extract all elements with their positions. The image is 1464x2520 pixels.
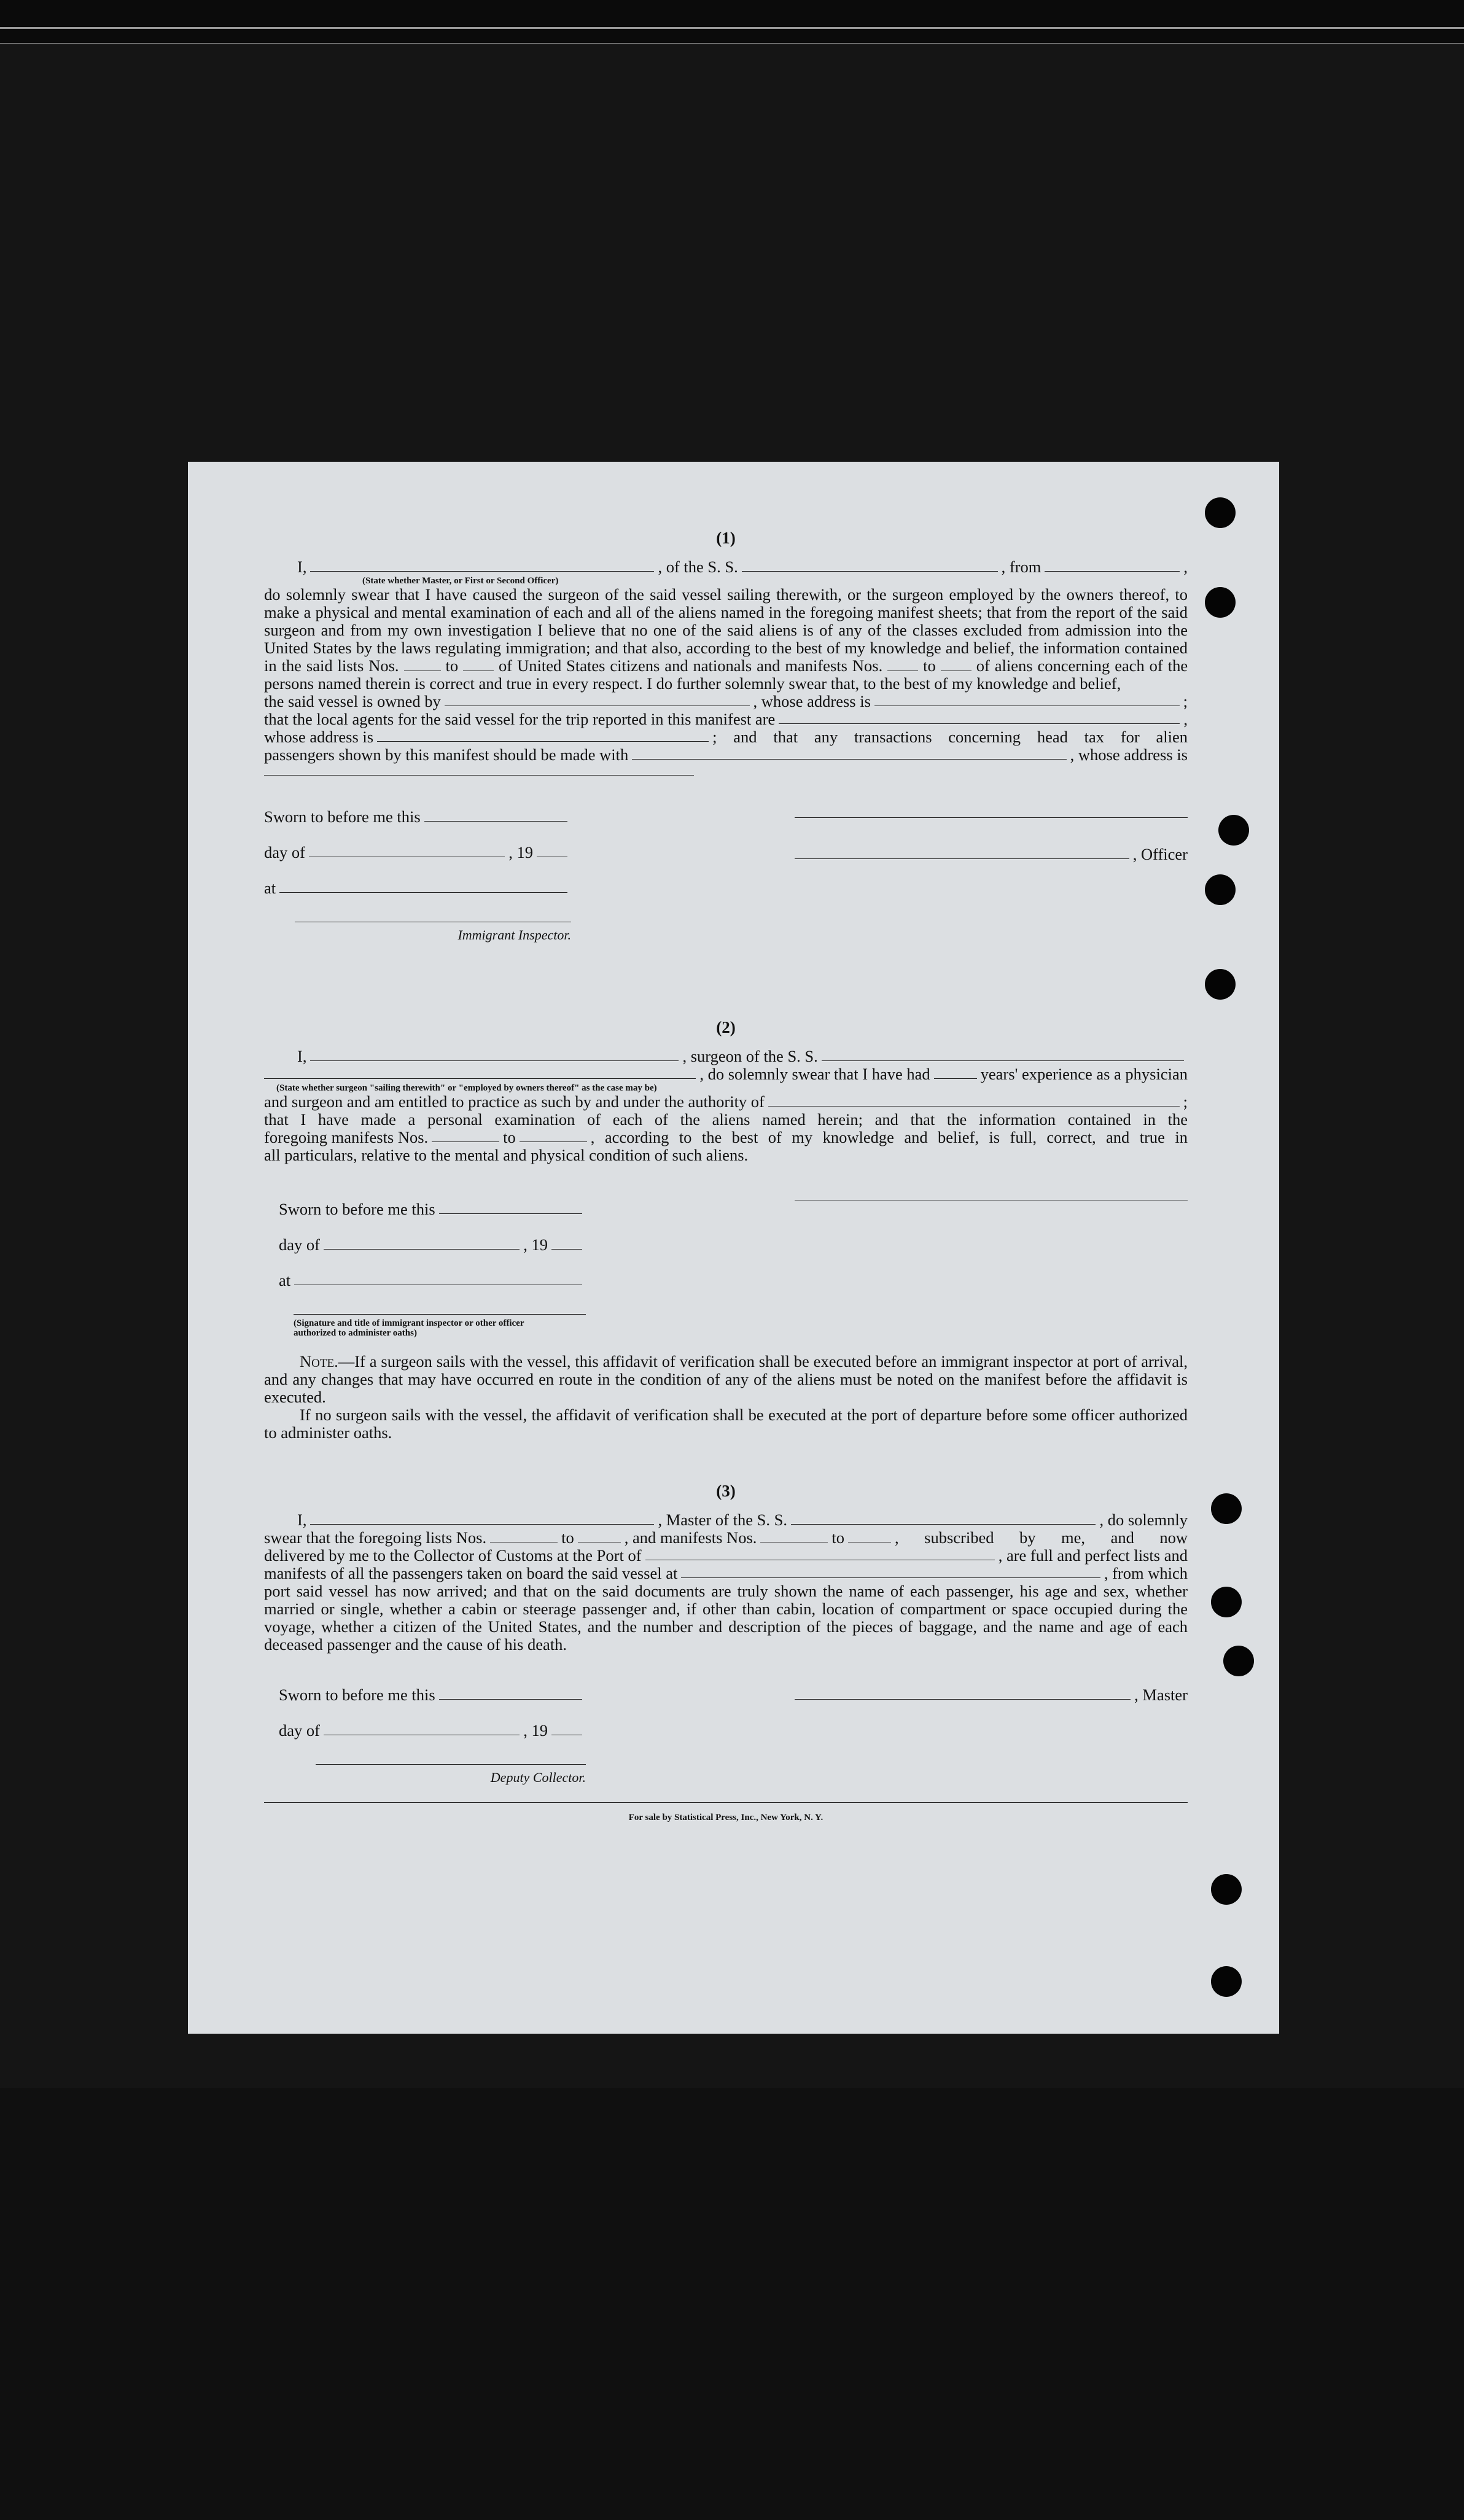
master-ship-blank[interactable]: [791, 1524, 1096, 1525]
text: and surgeon and am entitled to practice as such by and under the authority of: [264, 1092, 765, 1111]
rank-blank[interactable]: [310, 571, 654, 572]
section-1-number: (1): [716, 529, 736, 547]
section-2-number: (2): [716, 1018, 736, 1036]
text: , and manifests Nos.: [624, 1528, 757, 1547]
sec3-sworn-left: [264, 1668, 586, 1786]
sec1-sworn-right: [795, 790, 1188, 944]
surgeon-ship-blank[interactable]: [822, 1060, 1184, 1061]
text: day of: [264, 843, 305, 861]
text: , from: [1001, 558, 1042, 576]
day-row: [279, 1218, 586, 1254]
text: , subscribed by me, and now: [895, 1528, 1188, 1547]
punch-hole: [1205, 587, 1236, 618]
rank-note: (State whether Master, or First or Second Officer): [362, 576, 559, 586]
text: , surgeon of the S. S.: [682, 1047, 818, 1065]
sec1-sworn-left: [264, 790, 571, 944]
day-row: [264, 826, 571, 861]
year-blank[interactable]: [551, 1249, 582, 1250]
sec2-sworn-left: [264, 1183, 586, 1338]
text: day of: [279, 1721, 320, 1740]
sec3-sworn-block: [264, 1668, 1188, 1786]
sec3-body: port said vessel has now arrived; and that on the said documents are truly shown the name of each passenger, his age and sex, whether married or single, whether a cabin or steerage passenger and, if other than cabin, location of compartment or space occupied during the voyage, whether a citizen of the United States, and the number and description of the pieces of baggage, and the name and age of each deceased passenger and the cause of his death.: [264, 1582, 1188, 1654]
master-signature-blank[interactable]: [795, 1699, 1131, 1700]
sec1-whose-line: [264, 728, 1188, 746]
sworn-row: [279, 1183, 586, 1218]
punch-hole: [1218, 815, 1249, 846]
surgeon-note: (State whether surgeon "sailing therewith" or "employed by owners thereof" as the case may be): [276, 1083, 657, 1093]
sec2-line-1: [264, 1048, 1188, 1065]
text: at: [264, 879, 276, 897]
scanner-edge-line: [0, 27, 1464, 29]
sec3-sworn-right: [795, 1668, 1188, 1786]
note-label: Note.: [300, 1352, 338, 1371]
sec3-line-1: [264, 1511, 1188, 1529]
text: that the local agents for the said vessel for the trip reported in this manifest are: [264, 710, 776, 728]
sec1-passengers-line: [264, 746, 1188, 764]
officer-signature-blank[interactable]: [795, 858, 1129, 859]
foregoing-to-blank[interactable]: [520, 1141, 587, 1142]
officer-name-line[interactable]: [795, 790, 1188, 818]
sec2-body-3: all particulars, relative to the mental and physical condition of such aliens.: [264, 1146, 749, 1164]
sworn-day-blank[interactable]: [439, 1699, 582, 1700]
footer-rule: [264, 1802, 1188, 1803]
place-blank[interactable]: [279, 892, 567, 893]
sec2-authority-line: [264, 1093, 1188, 1111]
text: , do solemnly: [1099, 1511, 1188, 1529]
text: , according to the best of my knowledge and belief, is full, correct, and true in: [590, 1128, 1188, 1146]
collector-signature-line[interactable]: [316, 1740, 586, 1765]
text: to: [561, 1528, 574, 1547]
text: Sworn to before me this: [279, 1686, 435, 1704]
text: whose address is: [264, 728, 374, 746]
surgeon-signature-line[interactable]: [795, 1183, 1188, 1200]
text: swear that the foregoing lists Nos.: [264, 1528, 487, 1547]
form-content: [264, 529, 1188, 1827]
text: at: [279, 1271, 291, 1289]
text: , whose address is: [753, 692, 871, 710]
years-blank[interactable]: [934, 1078, 977, 1079]
text: do solemnly swear that I have caused the surgeon of the said vessel sailing therewith, or the surgeon employed by the owners thereof, to make a physical and mental examination of each and all of the aliens named in the foregoing manifest sheets; that from the report of the said surgeon and from my own investigation I believe that no one of the said aliens is of any of the classes excluded from admission into the United States by the laws regulating immigration; and that also, according to the best of my knowledge and belief, the information contained in the said lists Nos.: [264, 585, 1188, 675]
sec1-body: [264, 586, 1188, 693]
text: , 19: [508, 843, 533, 861]
text: , of the S. S.: [658, 558, 738, 576]
master-name-blank[interactable]: [310, 1524, 654, 1525]
punch-hole: [1205, 497, 1236, 528]
text: ,: [1183, 558, 1188, 576]
inspector-caption: Immigrant Inspector.: [457, 927, 571, 943]
text: , Officer: [1132, 845, 1188, 863]
sec2-sworn-right: [795, 1183, 1188, 1338]
sworn-day-blank[interactable]: [439, 1213, 582, 1214]
sec2-body-1: that I have made a personal examination of each of the aliens named herein; and that the information contained in the: [264, 1110, 1188, 1129]
text: , are full and perfect lists and: [998, 1546, 1188, 1565]
agents-blank[interactable]: [779, 723, 1180, 724]
officer-row: [795, 818, 1188, 863]
sec3-line-4: [264, 1565, 1188, 1582]
punch-hole: [1211, 1966, 1242, 1997]
text: , from which: [1104, 1564, 1188, 1582]
collector-caption: Deputy Collector.: [490, 1770, 586, 1785]
text: delivered by me to the Collector of Customs at the Port of: [264, 1546, 642, 1565]
text: to: [445, 656, 459, 675]
sec2-sworn-block: [264, 1183, 1188, 1338]
ship-name-blank[interactable]: [742, 571, 998, 572]
surgeon-name-blank[interactable]: [310, 1060, 679, 1061]
text: to: [831, 1528, 845, 1547]
text: to: [503, 1128, 516, 1146]
text: passengers shown by this manifest should be made with: [264, 745, 629, 764]
note-paragraph-2: If no surgeon sails with the vessel, the affidavit of verification shall be executed at the port of departure before some officer authorized to administer oaths.: [264, 1406, 1188, 1442]
text: Sworn to before me this: [264, 807, 421, 826]
text: foregoing manifests Nos.: [264, 1128, 429, 1146]
sec1-sworn-block: [264, 790, 1188, 944]
text: , Master: [1134, 1686, 1188, 1704]
sec3-line-3: [264, 1547, 1188, 1565]
inspector-signature-line[interactable]: [295, 897, 571, 922]
foregoing-no-blank[interactable]: [432, 1141, 499, 1142]
sworn-row: [264, 790, 571, 826]
head-tax-address-blank[interactable]: [264, 764, 694, 776]
day-row: [279, 1704, 586, 1740]
punch-hole: [1211, 1587, 1242, 1617]
punch-hole: [1223, 1646, 1254, 1676]
text: I,: [297, 1047, 307, 1065]
master-row: [795, 1668, 1188, 1704]
scanner-background: [0, 2088, 1464, 2520]
surgeon-status-blank[interactable]: [264, 1078, 696, 1079]
text: to: [923, 656, 936, 675]
text: ; and that any transactions concerning head tax for alien: [712, 728, 1188, 746]
at-row: [279, 1254, 586, 1289]
sec2-foregoing-line: [264, 1129, 1188, 1146]
text: , whose address is: [1070, 745, 1188, 764]
text: manifests of all the passengers taken on board the said vessel at: [264, 1564, 678, 1582]
text: , 19: [523, 1721, 548, 1740]
punch-hole: [1205, 969, 1236, 1000]
signature-note: (Signature and title of immigrant inspector or other officer authorized to administer oaths): [294, 1318, 524, 1338]
manifest-affidavit-page: [188, 462, 1279, 2034]
text: , do solemnly swear that I have had: [699, 1065, 930, 1083]
sec2-line-2: [264, 1065, 1188, 1083]
text: Sworn to before me this: [279, 1200, 435, 1218]
officer-signature-line[interactable]: [294, 1289, 586, 1315]
punch-hole: [1211, 1493, 1242, 1524]
text: years' experience as a physician: [980, 1065, 1188, 1083]
scanner-top-border: [0, 0, 1464, 44]
text: of United States citizens and nationals and manifests Nos.: [499, 656, 883, 675]
from-port-blank[interactable]: [1045, 571, 1180, 572]
punch-hole: [1211, 1874, 1242, 1905]
text: , 19: [523, 1235, 548, 1254]
sec3-line-2: [264, 1529, 1188, 1547]
text: day of: [279, 1235, 320, 1254]
punch-hole: [1205, 874, 1236, 905]
month-blank[interactable]: [324, 1249, 520, 1250]
at-row: [264, 861, 571, 897]
agents-address-blank[interactable]: [377, 741, 709, 742]
text: I,: [297, 558, 307, 576]
embark-port-blank[interactable]: [681, 1577, 1100, 1578]
note-paragraph: [264, 1353, 1188, 1406]
head-tax-party-blank[interactable]: [632, 759, 1066, 760]
text: , Master of the S. S.: [658, 1511, 787, 1529]
sec1-line-1: [264, 558, 1188, 576]
text: ;: [1183, 1092, 1188, 1111]
text: I,: [297, 1511, 307, 1529]
text: —If a surgeon sails with the vessel, this affidavit of verification shall be executed before an immigrant inspector at port of arrival, and any changes that may have occurred en route in the condition of any of the aliens must be noted on the manifest before the affidavit is executed.: [264, 1352, 1188, 1406]
printer-credit: For sale by Statistical Press, Inc., New York, N. Y.: [628, 1813, 823, 1822]
text: the said vessel is owned by: [264, 692, 441, 710]
sworn-row: [279, 1668, 586, 1704]
text: ,: [1183, 710, 1188, 728]
sec1-agents-line: [264, 710, 1188, 728]
sec1-owned-line: [264, 693, 1188, 710]
text: of aliens concerning each of the persons named therein is correct and true in every respect. I do further solemnly swear that, to the best of my knowledge and belief,: [264, 656, 1188, 693]
section-3-number: (3): [716, 1482, 736, 1500]
sworn-day-blank[interactable]: [424, 821, 567, 822]
text: ;: [1183, 692, 1188, 710]
